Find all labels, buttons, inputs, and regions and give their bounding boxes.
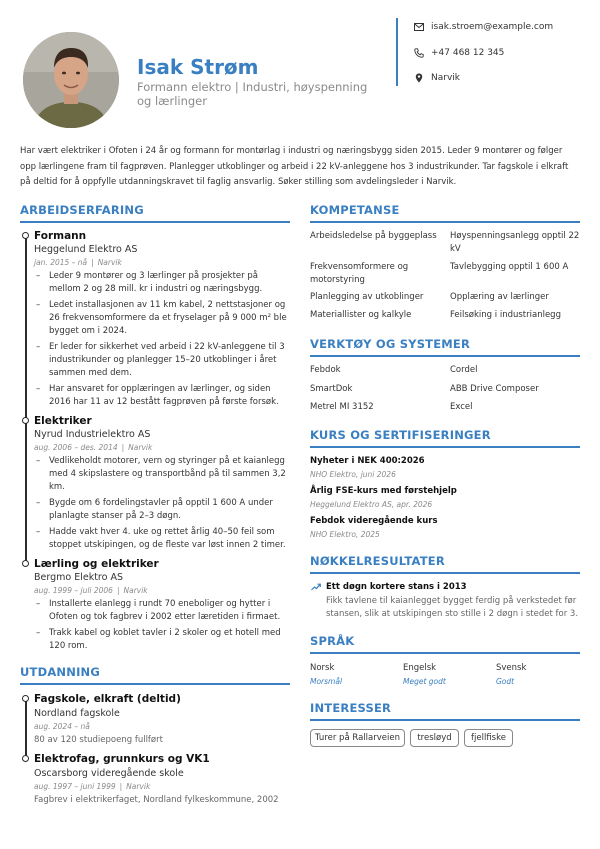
- competence-item: Opplæring av lærlinger: [450, 292, 549, 302]
- contact-location: [414, 71, 460, 85]
- timeline-dot: [22, 417, 29, 424]
- education-heading: UTDANNING: [20, 665, 101, 679]
- contact-email-text: isak.stroem@example.com: [431, 22, 554, 32]
- job-bullets: [36, 270, 290, 412]
- course-name: Årlig FSE-kurs med førstehjelp: [310, 486, 457, 496]
- tool-item: Cordel: [450, 365, 478, 375]
- tool-item: SmartDok: [310, 384, 353, 394]
- language-name: Engelsk: [403, 663, 437, 673]
- contact-email[interactable]: [414, 20, 553, 34]
- job-title: Lærling og elektriker: [34, 558, 159, 570]
- job-period: jan. 2015 – nå: [34, 258, 88, 267]
- profile-photo: [23, 32, 119, 128]
- interest-tag: Turer på Rallarveien: [310, 729, 405, 747]
- competence-item: Planlegging av utkoblinger: [310, 292, 424, 302]
- language-name: Svensk: [496, 663, 527, 673]
- language-level: Morsmål: [310, 677, 343, 686]
- candidate-name: Isak Strøm: [137, 55, 259, 79]
- timeline-dot: [22, 695, 29, 702]
- language-level: Meget godt: [403, 677, 446, 686]
- tools-heading-rule: [310, 355, 580, 357]
- timeline-dot: [22, 755, 29, 762]
- location-pin-icon: [414, 73, 424, 83]
- competence-item: Høyspenningsanlegg opptil 22 kV: [450, 231, 580, 254]
- job-bullet: – Trakk kabel og koblet tavler i 2 skoler og et hotell med 120 rom.: [36, 627, 290, 653]
- course-meta: NHO Elektro, 2025: [310, 530, 380, 539]
- language-level: Godt: [496, 677, 515, 686]
- job-title: Elektriker: [34, 415, 92, 427]
- competence-item: Feilsøking i industrianlegg: [450, 310, 561, 320]
- job-bullets: [36, 455, 290, 555]
- job-period: aug. 1999 – juli 2006: [34, 586, 113, 595]
- result-title: Ett døgn kortere stans i 2013: [326, 582, 467, 592]
- job-bullet: – Er leder for sikkerhet ved arbeid i 22 kV-anleggene til 3 industrikunder og planlegger 15–20 utkoblinger i året sammen med dem.: [36, 341, 290, 381]
- job-location: Narvik: [128, 443, 153, 452]
- education-title: Elektrofag, grunnkurs og VK1: [34, 753, 210, 765]
- profile-summary: Har vært elektriker i Ofoten i 24 år og formann for montørlag i industri og næringsbygg siden 2015. Leder 9 montører og følger opp lærlingene fram til fagprøven. Planlegger utkoblinger og arbeid i 22 kV-anleggene hos 3 industrikunder. Tar fagskole i elkraft på deltid for å oppfylle utdanningskravet til faglig ansvarlig. Søker stilling som avdelingsleder i Narvik.: [20, 146, 569, 187]
- job-bullet: – Bygde om 6 fordelingstavler på opptil 1 600 A under planlagte stanser på 2–3 døgn.: [36, 497, 290, 523]
- job-bullet: – Har ansvaret for opplæringen av lærlinger, og siden 2016 har 11 av 12 bestått fagprøven på første forsøk.: [36, 383, 290, 409]
- interests-heading-rule: [310, 719, 580, 721]
- job-meta: aug. 2006 – des. 2014 | Narvik: [34, 443, 153, 452]
- job-company: Heggelund Elektro AS: [34, 244, 138, 255]
- job-location: Narvik: [123, 586, 148, 595]
- education-period: aug. 2024 – nå: [34, 722, 90, 731]
- competence-item: Tavlebygging opptil 1 600 A: [450, 262, 569, 272]
- course-name: Nyheter i NEK 400:2026: [310, 456, 425, 466]
- timeline-dot: [22, 232, 29, 239]
- tool-item: Febdok: [310, 365, 341, 375]
- interests-heading: INTERESSER: [310, 701, 392, 715]
- course-meta: Heggelund Elektro AS, apr. 2026: [310, 500, 433, 509]
- languages-heading-rule: [310, 652, 580, 654]
- header-divider: [396, 18, 398, 86]
- job-meta: jan. 2015 – nå | Narvik: [34, 258, 122, 267]
- experience-heading: ARBEIDSERFARING: [20, 203, 144, 217]
- envelope-icon: [414, 22, 424, 32]
- experience-heading-rule: [20, 221, 290, 223]
- competence-item: Arbeidsledelse på byggeplass: [310, 231, 437, 241]
- languages-heading: SPRÅK: [310, 634, 355, 648]
- job-bullet: – Vedlikeholdt motorer, vern og styringer på et kaianlegg med 4 skipslastere og transportbånd på til sammen 3,2 km.: [36, 455, 290, 495]
- tool-item: ABB Drive Composer: [450, 384, 539, 394]
- phone-icon: [414, 48, 424, 58]
- competence-heading-rule: [310, 221, 580, 223]
- education-note: 80 av 120 studiepoeng fullført: [34, 735, 163, 745]
- results-heading-rule: [310, 572, 580, 574]
- job-title: Formann: [34, 230, 87, 242]
- job-bullet: – Installerte elanlegg i rundt 70 eneboliger og hytter i Ofoten og tok fagbrev i 2002 etter læretiden i firmaet.: [36, 598, 290, 624]
- timeline-dot: [22, 560, 29, 567]
- competence-grid: [310, 230, 580, 330]
- contact-phone-text: +47 468 12 345: [431, 48, 505, 58]
- tools-heading: VERKTØY OG SYSTEMER: [310, 337, 471, 351]
- competence-item: Frekvensomformere og motorstyring: [310, 262, 409, 285]
- competence-item: Materiallister og kalkyle: [310, 310, 412, 320]
- job-company: Nyrud Industrielektro AS: [34, 429, 151, 440]
- candidate-subtitle: Formann elektro | Industri, høyspenning og lærlinger: [137, 80, 368, 108]
- interest-tag: tresløyd: [410, 729, 459, 747]
- education-timeline: [25, 700, 27, 760]
- job-company: Bergmo Elektro AS: [34, 572, 123, 583]
- course-meta: NHO Elektro, juni 2026: [310, 470, 396, 479]
- trend-up-icon: [311, 583, 321, 591]
- contact-phone[interactable]: [414, 46, 504, 60]
- course-name: Febdok videregående kurs: [310, 516, 438, 526]
- contact-location-text: Narvik: [431, 73, 460, 83]
- experience-timeline: [25, 238, 27, 566]
- job-bullet: – Hadde vakt hver 4. uke og rettet årlig 40–50 feil som stoppet utskipingen, og de fleste var løst innen 2 timer.: [36, 526, 290, 552]
- courses-heading-rule: [310, 446, 580, 448]
- tool-item: Excel: [450, 402, 473, 412]
- tools-grid: [310, 364, 580, 424]
- job-bullet: – Ledet installasjonen av 11 km kabel, 2 nettstasjoner og 26 frekvensomformere da et fryselager på 9 000 m² ble bygget om i 2024.: [36, 299, 290, 339]
- courses-heading: KURS OG SERTIFISERINGER: [310, 428, 491, 442]
- language-name: Norsk: [310, 663, 335, 673]
- education-meta: aug. 1997 – juni 1999 | Narvik: [34, 782, 151, 791]
- competence-heading: KOMPETANSE: [310, 203, 400, 217]
- job-bullet: – Leder 9 montører og 3 lærlinger på prosjekter på mellom 2 og 28 mill. kr i industri og næringsbygg.: [36, 270, 290, 296]
- education-location: Narvik: [126, 782, 151, 791]
- education-school: Nordland fagskole: [34, 708, 120, 719]
- education-title: Fagskole, elkraft (deltid): [34, 693, 181, 705]
- job-meta: aug. 1999 – juli 2006 | Narvik: [34, 586, 148, 595]
- education-heading-rule: [20, 683, 290, 685]
- tool-item: Metrel MI 3152: [310, 402, 374, 412]
- job-location: Narvik: [97, 258, 122, 267]
- job-period: aug. 2006 – des. 2014: [34, 443, 118, 452]
- education-note: Fagbrev i elektrikerfaget, Nordland fylkeskommune, 2002: [34, 795, 279, 805]
- results-heading: NØKKELRESULTATER: [310, 554, 445, 568]
- person-photo-icon: [23, 32, 119, 128]
- result-text: Fikk tavlene til kaianlegget bygget ferdig på verkstedet før stansen, slik at utskipingen sto stille i 2 døgn i stedet for 3.: [326, 596, 579, 619]
- job-bullets: [36, 598, 290, 656]
- education-school: Oscarsborg videregående skole: [34, 768, 184, 779]
- interest-tag: fjellfiske: [464, 729, 513, 747]
- education-period: aug. 1997 – juni 1999: [34, 782, 116, 791]
